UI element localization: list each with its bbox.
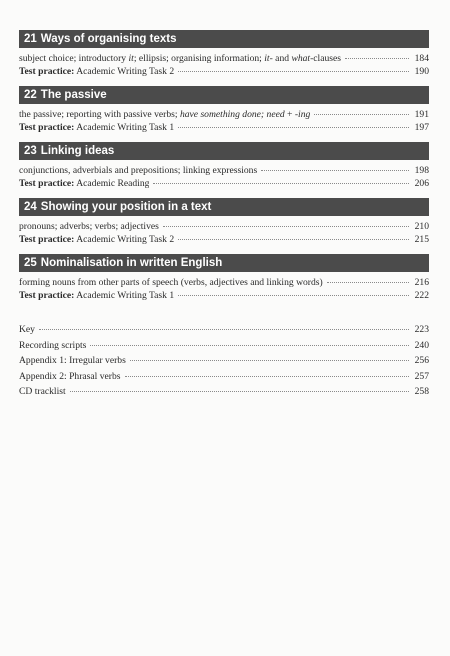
back-matter-entry[interactable]: [19, 369, 429, 385]
entry-text-segment: ; ellipsis; organising information;: [133, 53, 265, 64]
entry-text-segment: Academic Reading: [74, 178, 150, 189]
table-of-contents: [19, 30, 429, 400]
test-practice-label: Test practice:: [19, 290, 75, 301]
unit-number: 23: [24, 145, 37, 157]
entry-text-segment: subject choice; introductory: [19, 53, 129, 64]
toc-entry[interactable]: [19, 289, 429, 302]
entry-text: [19, 289, 174, 302]
page-number: 240: [414, 339, 429, 351]
toc-entry[interactable]: [19, 233, 429, 246]
test-practice-label: Test practice:: [19, 178, 75, 189]
entry-text-segment: the passive; reporting with passive verbs;: [19, 109, 180, 120]
page-number: 215: [414, 234, 429, 245]
dot-leader: [178, 71, 409, 72]
entry-text-segment: Academic Writing Task 2: [74, 66, 175, 77]
unit-title: The passive: [40, 89, 107, 101]
unit-section: [19, 86, 429, 134]
dot-leader: [125, 376, 409, 377]
back-matter-entry[interactable]: [19, 322, 429, 338]
page-number: 210: [414, 221, 429, 232]
entry-text: [19, 177, 149, 190]
unit-number: 25: [24, 257, 37, 269]
entry-text-segment: it: [264, 53, 270, 64]
dot-leader: [178, 295, 409, 296]
toc-entry[interactable]: [19, 177, 429, 190]
test-practice-label: Test practice:: [19, 66, 75, 77]
unit-title: Linking ideas: [40, 145, 115, 157]
unit-section: [19, 142, 429, 190]
entry-text: [19, 52, 341, 65]
entry-text-segment: -ing: [294, 109, 311, 120]
toc-entry[interactable]: [19, 164, 429, 177]
page-number: 197: [414, 122, 429, 133]
dot-leader: [327, 282, 409, 283]
page-number: 222: [414, 290, 429, 301]
unit-section: [19, 30, 429, 78]
unit-list: [19, 30, 429, 302]
entry-text: CD tracklist: [19, 386, 66, 397]
dot-leader: [153, 183, 409, 184]
dot-leader: [314, 114, 409, 115]
entry-text: [19, 276, 323, 289]
entry-text: [19, 220, 159, 233]
entry-text-segment: what: [291, 53, 311, 64]
test-practice-label: Test practice:: [19, 234, 75, 245]
unit-number: 21: [24, 33, 37, 45]
unit-title: Showing your position in a text: [40, 201, 212, 213]
unit-section: [19, 198, 429, 246]
toc-entry[interactable]: [19, 108, 429, 121]
dot-leader: [163, 226, 409, 227]
entry-text-segment: Academic Writing Task 1: [74, 290, 175, 301]
page-number: 198: [414, 165, 429, 176]
dot-leader: [178, 127, 409, 128]
entry-text-segment: pronouns; adverbs; verbs; adjectives: [19, 221, 159, 232]
toc-entry[interactable]: [19, 121, 429, 134]
unit-title: Ways of organising texts: [40, 33, 177, 45]
entry-text-segment: forming nouns from other parts of speech (verbs, adjectives and linking words): [19, 277, 323, 288]
unit-title: Nominalisation in written English: [40, 257, 223, 269]
page-number: 258: [414, 386, 429, 397]
dot-leader: [178, 239, 409, 240]
entry-text-segment: conjunctions, adverbials and prepositions; linking expressions: [19, 165, 258, 176]
entry-text: Recording scripts: [19, 339, 87, 351]
unit-header: [19, 86, 429, 104]
unit-header: [19, 142, 429, 160]
dot-leader: [39, 329, 409, 330]
toc-entry[interactable]: [19, 52, 429, 65]
toc-entry[interactable]: [19, 65, 429, 78]
dot-leader: [90, 345, 409, 346]
page-number: 216: [414, 277, 429, 288]
unit-header: [19, 198, 429, 216]
entry-text: [19, 164, 257, 177]
page-number: 223: [414, 324, 429, 335]
entry-text-segment: it: [128, 53, 134, 64]
entry-text-segment: - and: [269, 53, 292, 64]
entry-text: Appendix 2: Phrasal verbs: [19, 370, 121, 382]
dot-leader: [261, 170, 409, 171]
page-number: 257: [414, 370, 429, 382]
test-practice-label: Test practice:: [19, 122, 75, 133]
entry-text: Appendix 1: Irregular verbs: [19, 355, 126, 366]
entry-text-segment: -clauses: [310, 53, 342, 64]
unit-header: [19, 30, 429, 48]
back-matter-entry[interactable]: [19, 384, 429, 400]
unit-number: 24: [24, 201, 37, 213]
back-matter-list: [19, 322, 429, 400]
entry-text-segment: Academic Writing Task 2: [74, 234, 175, 245]
page-number: 191: [414, 109, 429, 120]
page-number: 206: [414, 178, 429, 189]
entry-text-segment: Academic Writing Task 1: [74, 122, 175, 133]
page-number: 256: [414, 355, 429, 366]
dot-leader: [70, 391, 409, 392]
entry-text: [19, 121, 174, 134]
page-number: 190: [414, 66, 429, 77]
back-matter-entry[interactable]: [19, 353, 429, 369]
dot-leader: [130, 360, 409, 361]
unit-number: 22: [24, 89, 37, 101]
entry-text-segment: +: [284, 109, 295, 120]
page-number: 184: [414, 53, 429, 64]
toc-entry[interactable]: [19, 276, 429, 289]
toc-entry[interactable]: [19, 220, 429, 233]
back-matter-entry[interactable]: [19, 338, 429, 354]
entry-text: [19, 233, 174, 246]
unit-section: [19, 254, 429, 302]
dot-leader: [345, 58, 409, 59]
entry-text: Key: [19, 324, 35, 335]
entry-text-segment: have something done; need: [179, 109, 285, 120]
entry-text: [19, 65, 174, 78]
entry-text: [19, 108, 310, 121]
unit-header: [19, 254, 429, 272]
